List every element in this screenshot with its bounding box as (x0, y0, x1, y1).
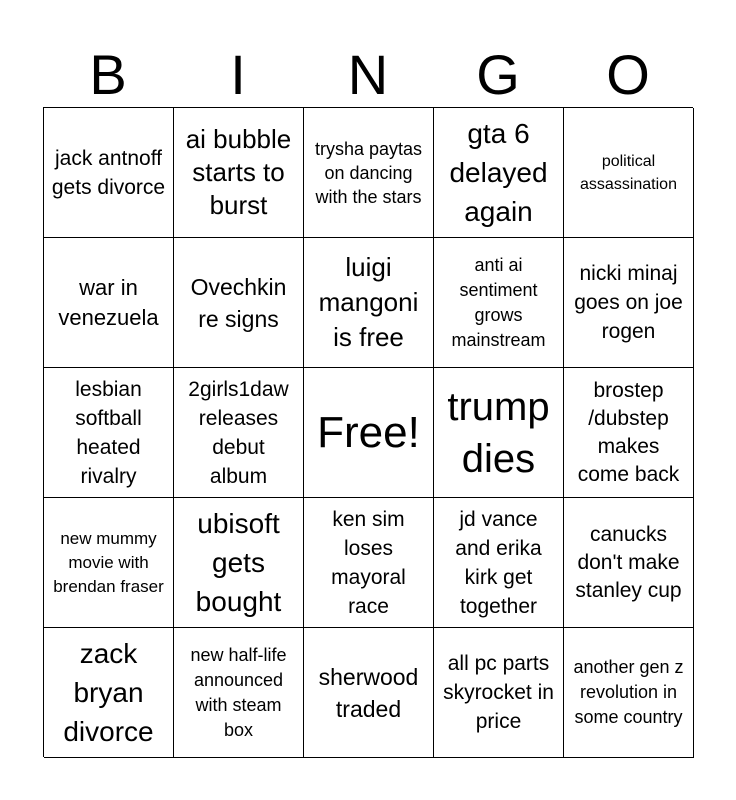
cell-text: war in venezuela (58, 274, 159, 330)
bingo-cell[interactable] (44, 108, 174, 238)
bingo-cell[interactable] (174, 238, 304, 368)
bingo-cell[interactable] (564, 628, 694, 758)
cell-text: new mummy movie with brendan fraser (53, 528, 164, 596)
cell-text: gta 6 delayed again (449, 118, 548, 227)
cell-text: ai bubble starts to burst (185, 124, 292, 220)
free-space-text: Free! (317, 407, 420, 457)
header-letter-i: I (230, 43, 246, 106)
cell-text: zack bryan divorce (63, 638, 154, 747)
cell-text: all pc parts skyrocket in price (443, 652, 554, 733)
cell-text: ubisoft gets bought (195, 508, 282, 617)
cell-text: jack antnoff gets divorce (51, 146, 166, 199)
bingo-header (43, 42, 693, 108)
cell-text: sherwood traded (318, 663, 419, 722)
cell-text: nicki minaj goes on joe rogen (574, 262, 683, 343)
cell-text: Ovechkin re signs (190, 273, 287, 332)
cell-text: 2girls1daw releases debut album (188, 377, 289, 488)
bingo-cell[interactable] (44, 368, 174, 498)
bingo-cell[interactable] (434, 108, 564, 238)
header-letter-b: B (89, 43, 127, 106)
cell-text: ken sim loses mayoral race (331, 507, 406, 618)
cell-text: political assassination (580, 152, 677, 193)
cell-text: lesbian softball heated rivalry (75, 377, 142, 488)
header-letter-n: N (347, 43, 389, 106)
header-letter-g: G (476, 43, 520, 106)
bingo-cell[interactable] (434, 238, 564, 368)
bingo-cell[interactable] (434, 628, 564, 758)
cell-text: jd vance and erika kirk get together (455, 507, 542, 618)
bingo-cell[interactable] (564, 368, 694, 498)
free-space-cell[interactable] (304, 368, 434, 498)
bingo-cell[interactable] (304, 238, 434, 368)
bingo-cell[interactable] (174, 368, 304, 498)
bingo-cell[interactable] (304, 498, 434, 628)
bingo-cell[interactable] (564, 108, 694, 238)
bingo-cell[interactable] (304, 108, 434, 238)
bingo-cell[interactable] (304, 628, 434, 758)
bingo-cell[interactable] (564, 238, 694, 368)
bingo-cell[interactable] (44, 628, 174, 758)
bingo-cell[interactable] (174, 628, 304, 758)
cell-text: trysha paytas on dancing with the stars (314, 138, 423, 207)
header-letter-o: O (606, 43, 650, 106)
bingo-cell[interactable] (174, 498, 304, 628)
bingo-cell[interactable] (434, 368, 564, 498)
bingo-cell[interactable] (174, 108, 304, 238)
cell-text: trump dies (447, 384, 550, 481)
cell-text: canucks don't make stanley cup (575, 522, 682, 602)
bingo-cell[interactable] (44, 498, 174, 628)
cell-text: new half-life announced with steam box (190, 644, 287, 740)
cell-text: another gen z revolution in some country (573, 657, 684, 727)
bingo-cell[interactable] (564, 498, 694, 628)
bingo-cell[interactable] (44, 238, 174, 368)
cell-text: luigi mangoni is free (318, 252, 419, 352)
bingo-cell[interactable] (434, 498, 564, 628)
cell-text: brostep /dubstep makes come back (577, 378, 680, 486)
cell-text: anti ai sentiment grows mainstream (451, 254, 546, 350)
bingo-grid (43, 107, 693, 757)
